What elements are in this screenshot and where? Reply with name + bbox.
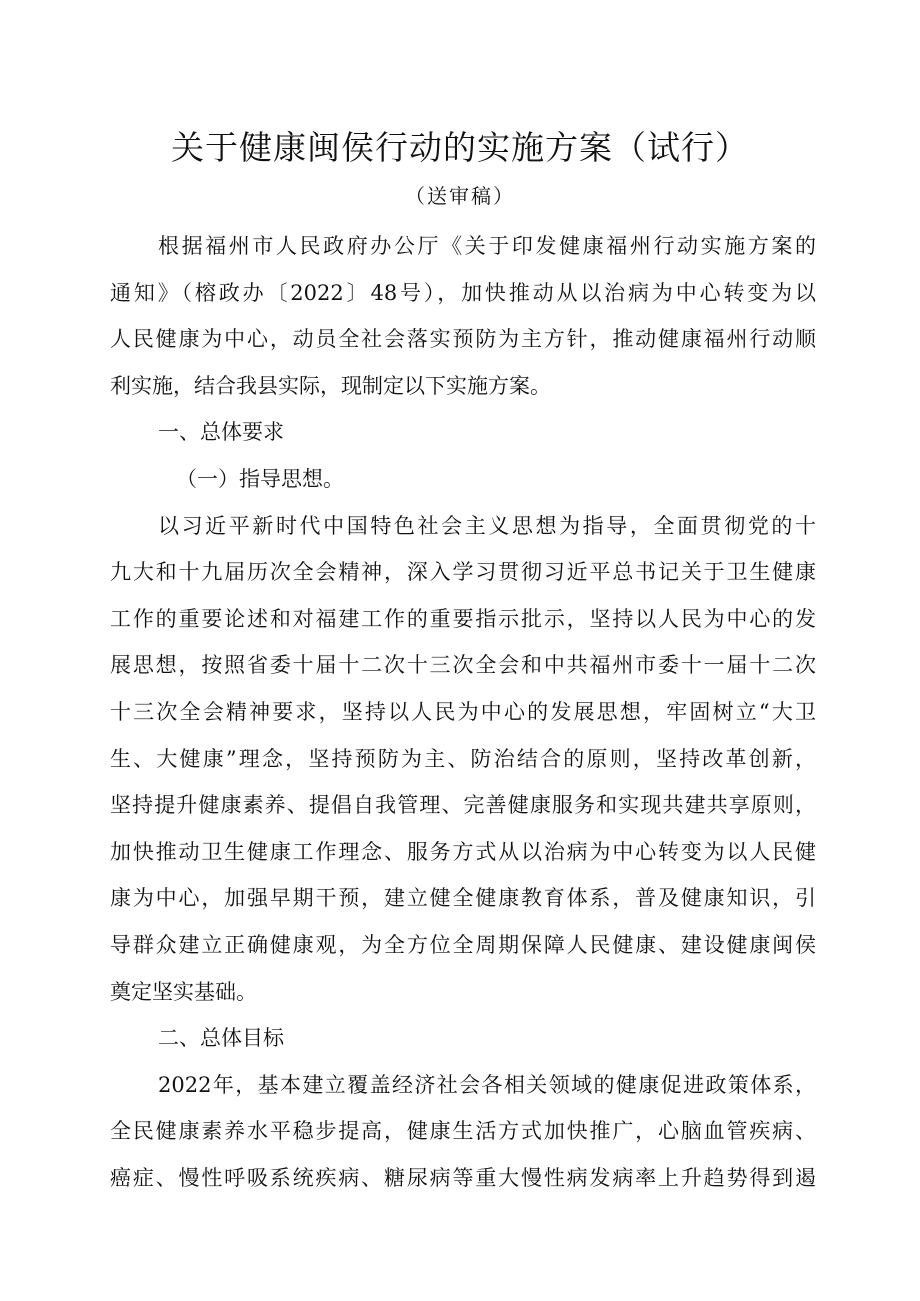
document-title: 关于健康闽侯行动的实施方案（试行） [171,128,749,167]
paragraph-overall-goals [110,1062,816,1202]
document-subtitle: （送审稿） [405,184,515,208]
section-heading-overall-goals: 二、总体目标 [158,1026,284,1051]
section-heading-general-requirements: 一、总体要求 [158,420,284,445]
text-line: 加快推动卫生健康工作理念、服务方式从以治病为中心转变为以人民健 [110,839,816,864]
paragraph-guiding-ideology [110,503,816,1016]
text-line: 奠定坚实基础。 [110,979,257,1004]
subsection-heading-guiding-ideology: （一）指导思想。 [176,466,344,491]
text-line: 十三次全会精神要求，坚持以人民为中心的发展思想，牢固树立“大卫 [110,699,816,724]
paragraph-intro [110,223,816,409]
text-line: 以习近平新时代中国特色社会主义思想为指导，全面贯彻党的十 [158,513,816,538]
text-line: 利实施，结合我县实际，现制定以下实施方案。 [110,373,551,398]
text-line: 通知》（榕政办〔2022〕48号），加快推动从以治病为中心转变为以 [110,280,816,305]
text-line: 癌症、慢性呼吸系统疾病、糖尿病等重大慢性病发病率上升趋势得到遏 [110,1165,816,1190]
text-line: 人民健康为中心，动员全社会落实预防为主方针，推动健康福州行动顺 [110,327,816,352]
text-line: 工作的重要论述和对福建工作的重要指示批示，坚持以人民为中心的发 [110,606,816,631]
text-line: 九大和十九届历次全会精神，深入学习贯彻习近平总书记关于卫生健康 [110,560,816,585]
text-line: 导群众建立正确健康观，为全方位全周期保障人民健康、建设健康闽侯 [110,932,816,957]
text-line: 康为中心，加强早期干预，建立健全健康教育体系，普及健康知识，引 [110,886,816,911]
document-body [110,223,816,1201]
text-line: 根据福州市人民政府办公厅《关于印发健康福州行动实施方案的 [158,234,816,258]
text-line: 2022年，基本建立覆盖经济社会各相关领域的健康促进政策体系， [158,1072,816,1097]
text-line: 生、大健康”理念，坚持预防为主、防治结合的原则，坚持改革创新， [110,746,816,771]
text-line: 全民健康素养水平稳步提高，健康生活方式加快推广，心脑血管疾病、 [110,1119,816,1144]
text-line: 坚持提升健康素养、提倡自我管理、完善健康服务和实现共建共享原则， [110,793,816,818]
text-line: 展思想，按照省委十届十二次十三次全会和中共福州市委十一届十二次 [110,653,816,678]
